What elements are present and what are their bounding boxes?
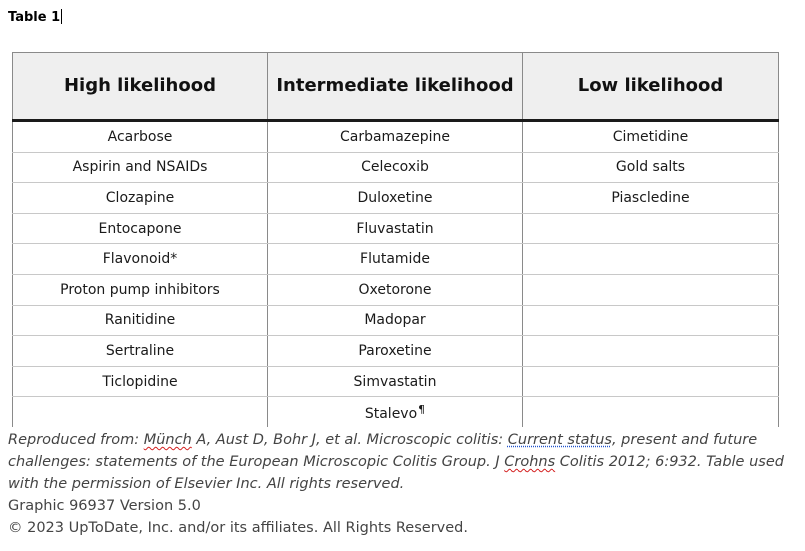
likelihood-table-container [12,52,778,427]
likelihood-table [12,52,779,427]
table-title [8,9,62,25]
table-cell: Entocapone [13,213,268,244]
table-cell: Paroxetine [268,336,523,367]
table-row [13,121,779,153]
table-cell: Flutamide [268,244,523,275]
table-cell: Ranitidine [13,305,268,336]
table-cell [13,397,268,427]
table-cell: Flavonoid* [13,244,268,275]
text-cursor [61,9,62,24]
table-cell: Madopar [268,305,523,336]
table-cell: Piascledine [523,183,779,214]
table-row [13,152,779,183]
table-cell: Simvastatin [268,366,523,397]
table-cell: Sertraline [13,336,268,367]
table-cell: Carbamazepine [268,121,523,153]
table-caption [8,429,803,539]
table-cell: Aspirin and NSAIDs [13,152,268,183]
copyright-notice: © 2023 UpToDate, Inc. and/or its affiliates. All Rights Reserved. [8,520,468,536]
citation-body: , present and future challenges: statements of the European Microscopic Colitis Group. J [8,432,758,470]
table-cell: Gold salts [523,152,779,183]
table-cell-stalevo [268,397,523,427]
graphic-version: Graphic 96937 Version 5.0 [8,498,201,514]
table-row [13,305,779,336]
table-cell [523,213,779,244]
table-row [13,244,779,275]
table-cell: Cimetidine [523,121,779,153]
citation-prefix: Reproduced from: [8,432,144,448]
table-row [13,366,779,397]
citation-grammar-flag: Current status [507,432,612,448]
table-title-text: Table 1 [8,10,61,25]
table-cell: Fluvastatin [268,213,523,244]
table-cell: Acarbose [13,121,268,153]
table-cell: Duloxetine [268,183,523,214]
table-row [13,183,779,214]
citation-authors: A, Aust D, Bohr J, et al. Microscopic colitis: [191,432,508,448]
table-cell: Ticlopidine [13,366,268,397]
table-cell: Oxetorone [268,274,523,305]
citation-end: Colitis 2012; 6:932. Table used with the permission of Elsevier Inc. All rights reserved. [8,454,784,492]
header-intermediate-likelihood: Intermediate likelihood [268,53,523,121]
table-header-row [13,53,779,121]
header-high-likelihood: High likelihood [13,53,268,121]
cell-text: Stalevo [364,405,418,422]
table-cell: Celecoxib [268,152,523,183]
header-low-likelihood: Low likelihood [523,53,779,121]
table-cell [523,397,779,427]
citation-journal-spellcheck: Crohns [504,454,556,470]
table-cell [523,274,779,305]
table-cell [523,366,779,397]
table-cell: Clozapine [13,183,268,214]
table-cell [523,244,779,275]
table-row [13,397,779,427]
table-cell [523,336,779,367]
citation-text [8,429,803,495]
table-cell: Proton pump inhibitors [13,274,268,305]
table-cell [523,305,779,336]
table-row [13,213,779,244]
table-row [13,274,779,305]
table-row [13,336,779,367]
pilcrow-mark: ¶ [418,402,426,416]
citation-author-spellcheck: Münch [143,432,192,448]
